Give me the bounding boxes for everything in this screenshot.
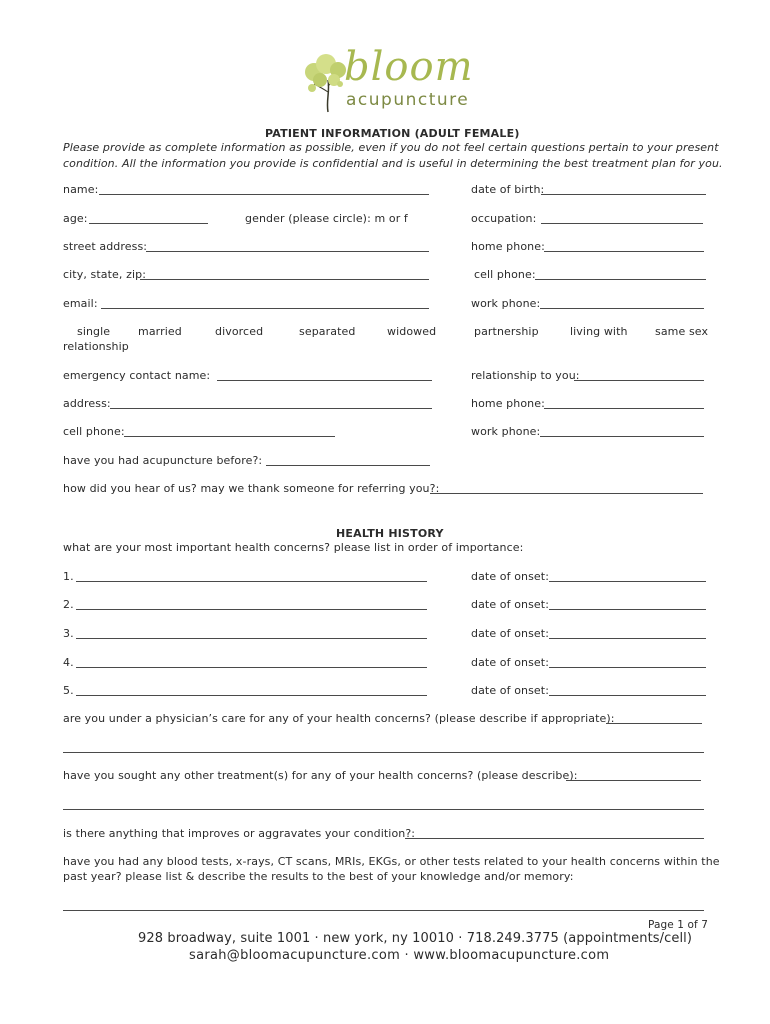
- onset-label-1: date of onset:: [471, 570, 550, 583]
- onset-label-2: date of onset:: [471, 598, 550, 611]
- referral-field[interactable]: [430, 493, 703, 494]
- onset-field-1[interactable]: [549, 581, 706, 582]
- onset-label-3: date of onset:: [471, 627, 550, 640]
- acupuncture-before-label: have you had acupuncture before?:: [63, 454, 263, 467]
- emergency-cell-phone-label: cell phone:: [63, 425, 125, 438]
- dob-label: date of birth:: [471, 183, 545, 196]
- emergency-home-phone-field[interactable]: [544, 408, 704, 409]
- gender-label[interactable]: gender (please circle): m or f: [245, 212, 408, 225]
- page-title: PATIENT INFORMATION (ADULT FEMALE): [265, 127, 520, 140]
- intro-line-1: Please provide as complete information as possible, even if you do not feel certain questions pertain to your present: [63, 141, 719, 154]
- tests-line-1: have you had any blood tests, x-rays, CT scans, MRIs, EKGs, or other tests related to your health concerns within the: [63, 855, 720, 868]
- footer-contact: sarah@bloomacupuncture.com · www.bloomacupuncture.com: [189, 948, 610, 963]
- emergency-contact-field[interactable]: [217, 380, 432, 381]
- occupation-field[interactable]: [541, 223, 703, 224]
- concern-field-1[interactable]: [76, 581, 427, 582]
- other-treatment-field-2[interactable]: [63, 809, 704, 810]
- emergency-cell-phone-field[interactable]: [124, 436, 335, 437]
- work-phone-field[interactable]: [540, 308, 704, 309]
- page-number: Page 1 of 7: [648, 919, 709, 931]
- referral-label: how did you hear of us? may we thank someone for referring you?:: [63, 482, 440, 495]
- occupation-label: occupation:: [471, 212, 537, 225]
- dob-field[interactable]: [541, 194, 706, 195]
- street-field[interactable]: [146, 251, 429, 252]
- improves-label: is there anything that improves or aggravates your condition?:: [63, 827, 416, 840]
- onset-label-5: date of onset:: [471, 684, 550, 697]
- concern-number-4: 4.: [63, 656, 74, 669]
- onset-field-2[interactable]: [549, 609, 706, 610]
- other-treatment-label: have you sought any other treatment(s) for any of your health concerns? (please describe):: [63, 769, 578, 782]
- status-widowed[interactable]: widowed: [387, 325, 437, 338]
- logo-word: bloom: [344, 44, 474, 90]
- cell-phone-label: cell phone:: [474, 268, 536, 281]
- logo: [300, 44, 474, 114]
- status-married[interactable]: married: [138, 325, 182, 338]
- city-field[interactable]: [140, 279, 429, 280]
- physician-care-label: are you under a physician’s care for any of your health concerns? (please describe if appropriate):: [63, 712, 615, 725]
- emergency-address-field[interactable]: [110, 408, 432, 409]
- onset-field-3[interactable]: [549, 638, 706, 639]
- acupuncture-before-field[interactable]: [266, 465, 430, 466]
- status-separated[interactable]: separated: [299, 325, 356, 338]
- improves-field[interactable]: [405, 838, 704, 839]
- status-partnership[interactable]: partnership: [474, 325, 539, 338]
- emergency-home-phone-label: home phone:: [471, 397, 545, 410]
- concern-number-3: 3.: [63, 627, 74, 640]
- emergency-address-label: address:: [63, 397, 111, 410]
- city-label: city, state, zip:: [63, 268, 146, 281]
- email-label: email:: [63, 297, 98, 310]
- footer-address: 928 broadway, suite 1001 · new york, ny 10010 · 718.249.3775 (appointments/cell): [138, 931, 693, 946]
- health-concerns-prompt: what are your most important health concerns? please list in order of importance:: [63, 541, 524, 554]
- onset-field-4[interactable]: [549, 667, 706, 668]
- age-label: age:: [63, 212, 88, 225]
- concern-field-4[interactable]: [76, 667, 427, 668]
- tests-field[interactable]: [63, 910, 704, 911]
- work-phone-label: work phone:: [471, 297, 541, 310]
- cell-phone-field[interactable]: [535, 279, 706, 280]
- status-same-sex[interactable]: same sex: [655, 325, 709, 338]
- emergency-work-phone-label: work phone:: [471, 425, 541, 438]
- relationship-label: relationship to you:: [471, 369, 580, 382]
- tests-line-2: past year? please list & describe the results to the best of your knowledge and/or memory:: [63, 870, 574, 883]
- status-single[interactable]: single: [77, 325, 111, 338]
- emergency-contact-label: emergency contact name:: [63, 369, 211, 382]
- age-field[interactable]: [89, 223, 208, 224]
- status-living-with[interactable]: living with: [570, 325, 628, 338]
- status-divorced[interactable]: divorced: [215, 325, 264, 338]
- name-field[interactable]: [99, 194, 429, 195]
- concern-field-2[interactable]: [76, 609, 427, 610]
- relationship-field[interactable]: [574, 380, 704, 381]
- other-treatment-field[interactable]: [566, 780, 701, 781]
- concern-field-3[interactable]: [76, 638, 427, 639]
- street-label: street address:: [63, 240, 148, 253]
- status-relationship: relationship: [63, 340, 129, 353]
- name-label: name:: [63, 183, 99, 196]
- onset-label-4: date of onset:: [471, 656, 550, 669]
- concern-number-2: 2.: [63, 598, 74, 611]
- physician-care-field-2[interactable]: [63, 752, 704, 753]
- onset-field-5[interactable]: [549, 695, 706, 696]
- concern-field-5[interactable]: [76, 695, 427, 696]
- home-phone-field[interactable]: [544, 251, 704, 252]
- intro-line-2: condition. All the information you provide is confidential and is useful in determining the best treatment plan for you.: [63, 157, 723, 170]
- concern-number-5: 5.: [63, 684, 74, 697]
- home-phone-label: home phone:: [471, 240, 545, 253]
- emergency-work-phone-field[interactable]: [540, 436, 704, 437]
- logo-subtitle: acupuncture: [346, 90, 470, 110]
- health-history-title: HEALTH HISTORY: [336, 527, 444, 540]
- email-field[interactable]: [101, 308, 429, 309]
- concern-number-1: 1.: [63, 570, 74, 583]
- physician-care-field[interactable]: [606, 723, 702, 724]
